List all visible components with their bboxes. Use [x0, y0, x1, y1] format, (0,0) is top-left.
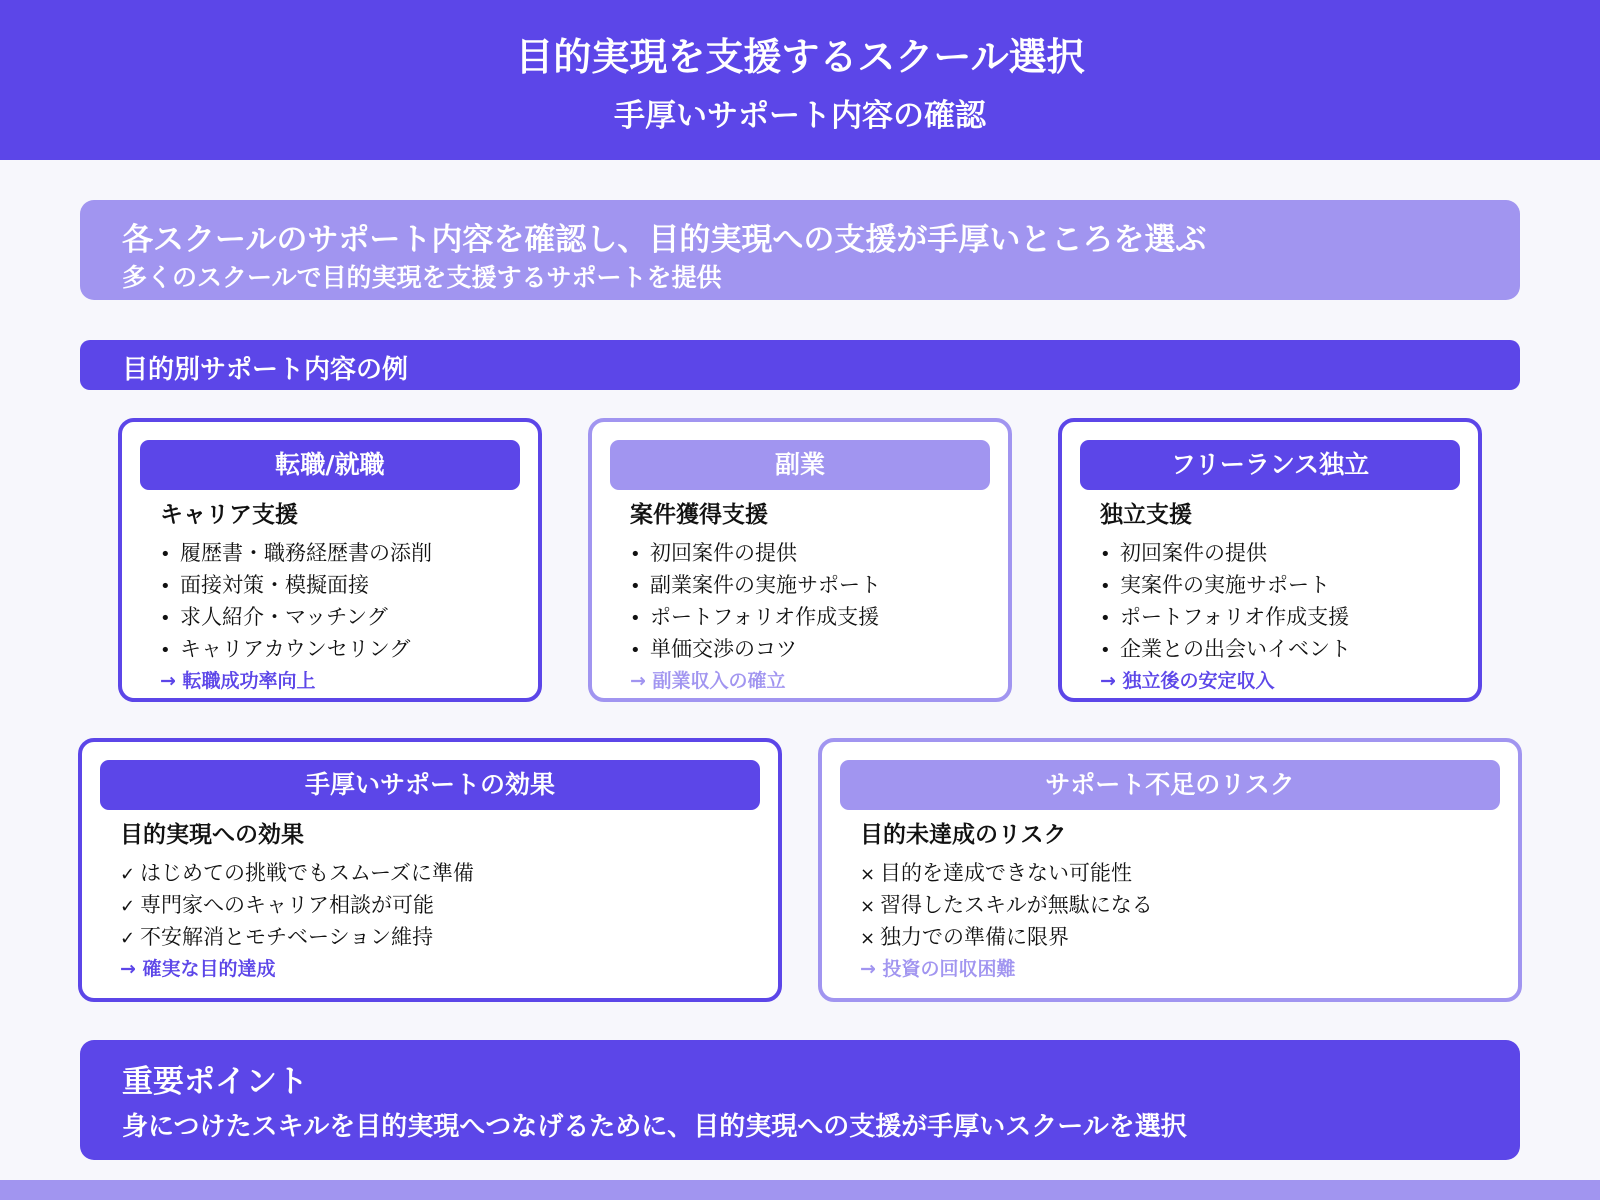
purpose-card-career	[118, 418, 542, 702]
card-list	[860, 858, 1153, 984]
key-point-title: 重要ポイント	[122, 1064, 308, 1100]
section-title: 目的別サポート内容の例	[122, 355, 409, 385]
bullet-icon: •	[160, 608, 171, 629]
card-list	[1100, 538, 1351, 696]
footer-strip	[0, 1180, 1600, 1200]
cross-icon: ×	[860, 928, 876, 949]
list-item: ✓ 不安解消とモチベーション維持	[120, 922, 474, 954]
list-item: • 履歴書・職務経歴書の添削	[160, 538, 432, 570]
card-header: フリーランス独立	[1080, 440, 1460, 490]
cross-icon: ×	[860, 864, 876, 885]
intro-box	[80, 200, 1520, 300]
list-item: • 初回案件の提供	[1100, 538, 1351, 570]
card-header: 副業	[610, 440, 990, 490]
page-title: 目的実現を支援するスクール選択	[515, 35, 1085, 79]
key-point-body: 身につけたスキルを目的実現へつなげるために、目的実現への支援が手厚いスクールを選択	[122, 1112, 1187, 1142]
check-icon: ✓	[120, 928, 136, 949]
card-result: → 投資の回収困難	[860, 958, 1016, 980]
list-item: • ポートフォリオ作成支援	[1100, 602, 1351, 634]
card-subtitle: 目的実現への効果	[120, 822, 304, 848]
bullet-icon: •	[160, 544, 171, 565]
card-subtitle: 独立支援	[1100, 502, 1192, 528]
bullet-icon: •	[1100, 576, 1111, 597]
card-header: サポート不足のリスク	[840, 760, 1500, 810]
section-header	[80, 340, 1520, 390]
card-subtitle: 案件獲得支援	[630, 502, 768, 528]
bullet-icon: •	[630, 640, 641, 661]
check-icon: ✓	[120, 864, 136, 885]
card-subtitle: キャリア支援	[160, 502, 298, 528]
risks-card	[818, 738, 1522, 1002]
bullet-icon: •	[630, 576, 641, 597]
card-header: 手厚いサポートの効果	[100, 760, 760, 810]
list-item: × 目的を達成できない可能性	[860, 858, 1153, 890]
card-list	[630, 538, 881, 696]
check-icon: ✓	[120, 896, 136, 917]
purpose-card-side-job	[588, 418, 1012, 702]
bullet-icon: •	[1100, 544, 1111, 565]
list-item: • 企業との出会いイベント	[1100, 634, 1351, 666]
bullet-icon: •	[1100, 608, 1111, 629]
card-result: → 転職成功率向上	[160, 670, 316, 692]
bullet-icon: •	[160, 576, 171, 597]
list-item: • 求人紹介・マッチング	[160, 602, 432, 634]
list-item: • 面接対策・模擬面接	[160, 570, 432, 602]
bullet-icon: •	[1100, 640, 1111, 661]
bullet-icon: •	[630, 608, 641, 629]
intro-line-1: 各スクールのサポート内容を確認し、目的実現への支援が手厚いところを選ぶ	[122, 222, 1207, 258]
bullet-icon: •	[160, 640, 171, 661]
list-item: ✓ 専門家へのキャリア相談が可能	[120, 890, 474, 922]
list-item: • 単価交渉のコツ	[630, 634, 881, 666]
card-result: → 独立後の安定収入	[1100, 670, 1275, 692]
list-item: • キャリアカウンセリング	[160, 634, 432, 666]
list-item: • 副業案件の実施サポート	[630, 570, 881, 602]
list-item: × 習得したスキルが無駄になる	[860, 890, 1153, 922]
card-subtitle: 目的未達成のリスク	[860, 822, 1067, 848]
list-item: × 独力での準備に限界	[860, 922, 1153, 954]
card-result: → 確実な目的達成	[120, 958, 276, 980]
purpose-card-freelance	[1058, 418, 1482, 702]
list-item: • ポートフォリオ作成支援	[630, 602, 881, 634]
cross-icon: ×	[860, 896, 876, 917]
intro-line-2: 多くのスクールで目的実現を支援するサポートを提供	[122, 263, 722, 292]
header-banner	[0, 0, 1600, 160]
page-subtitle: 手厚いサポート内容の確認	[614, 98, 986, 134]
list-item: • 初回案件の提供	[630, 538, 881, 570]
key-point-box	[80, 1040, 1520, 1160]
list-item: • 実案件の実施サポート	[1100, 570, 1351, 602]
card-header: 転職/就職	[140, 440, 520, 490]
card-list	[120, 858, 474, 984]
bullet-icon: •	[630, 544, 641, 565]
effects-card	[78, 738, 782, 1002]
list-item: ✓ はじめての挑戦でもスムーズに準備	[120, 858, 474, 890]
card-list	[160, 538, 432, 696]
card-result: → 副業収入の確立	[630, 670, 786, 692]
